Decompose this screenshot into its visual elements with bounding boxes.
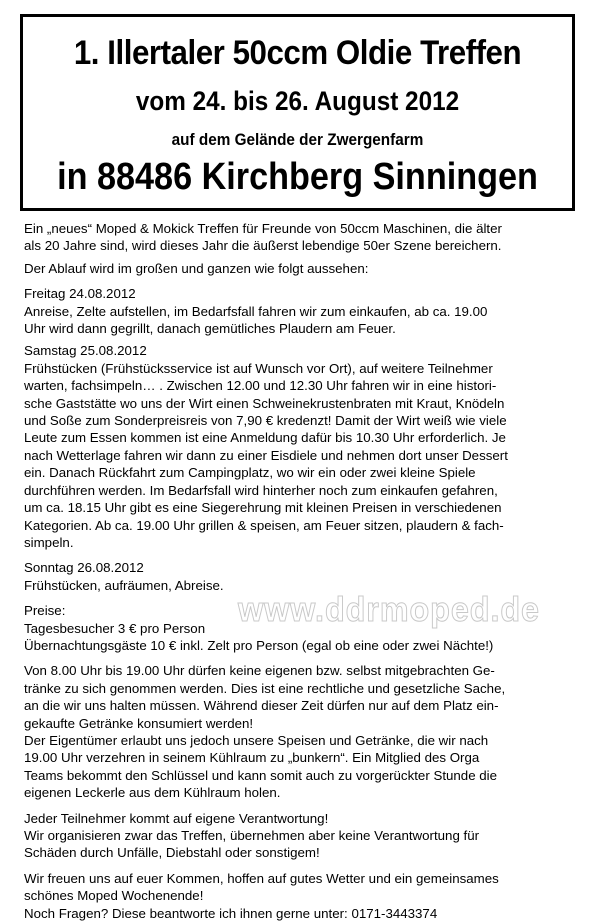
watermark: www.ddrmoped.de <box>238 591 540 629</box>
header-box <box>20 14 575 211</box>
drinks-line: 19.00 Uhr verzehren in seinem Kühlraum zu „bunkern“. Ein Mitglied des Orga <box>24 750 480 766</box>
friday-line: Anreise, Zelte aufstellen, im Bedarfsfall fahren wir zum einkaufen, ab ca. 19.00 <box>24 303 488 319</box>
saturday-line: Kategorien. Ab ca. 19.00 Uhr grillen & speisen, am Feuer sitzen, plaudern & fach- <box>24 517 504 533</box>
event-title: 1. Illertaler 50ccm Oldie Treffen <box>73 34 522 72</box>
drinks-line: tränke zu sich genommen werden. Dies ist eine rechtliche und gesetzliche Sache, <box>24 680 506 696</box>
saturday-line: nach Wetterlage fahren wir dann zu einer Eisdiele und nehmen dort unser Dessert <box>24 447 508 463</box>
saturday-line: Frühstücken (Frühstücksservice ist auf Wunsch vor Ort), auf weitere Teilnehmer <box>24 360 493 376</box>
price-line: Tagesbesucher 3 € pro Person <box>24 620 206 636</box>
sunday-line: Frühstücken, aufräumen, Abreise. <box>24 577 224 593</box>
sunday-heading: Sonntag 26.08.2012 <box>24 560 144 576</box>
closing-line: Wir freuen uns auf euer Kommen, hoffen auf gutes Wetter und ein gemeinsames <box>24 870 499 886</box>
friday-line: Uhr wird dann gegrillt, danach gemütliches Plaudern am Feuer. <box>24 321 396 337</box>
saturday-line: simpeln. <box>24 534 74 550</box>
saturday-line: durchführen werden. Im Bedarfsfall wird hinterher noch zum einkaufen gefahren, <box>24 482 498 498</box>
responsibility-line: Schäden durch Unfälle, Diebstahl oder sonstigem! <box>24 845 320 861</box>
saturday-heading: Samstag 25.08.2012 <box>24 343 147 359</box>
prices-heading: Preise: <box>24 603 66 619</box>
responsibility-line: Wir organisieren zwar das Treffen, übernehmen aber keine Verantwortung für <box>24 828 480 843</box>
drinks-line: eigenen Leckerle aus dem Kühlraum holen. <box>24 785 281 801</box>
price-line: Übernachtungsgäste 10 € inkl. Zelt pro Person (egal ob eine oder zwei Nächte!) <box>24 637 494 653</box>
intro-line: als 20 Jahre sind, wird dieses Jahr die äußerst lebendige 50er Szene bereichern. <box>24 238 502 254</box>
drinks-line: gekaufte Getränke konsumiert werden! <box>24 715 254 731</box>
contact-line: Noch Fragen? Diese beantworte ich ihnen gerne unter: 0171-3443374 <box>24 905 438 921</box>
drinks-line: Der Eigentümer erlaubt uns jedoch unsere Speisen und Getränke, die wir nach <box>24 732 489 748</box>
saturday-line: Leute zum Essen kommen ist eine Anmeldung dafür bis 10.30 Uhr erforderlich. Je <box>24 430 506 446</box>
flyer-body <box>24 220 584 922</box>
schedule-intro: Der Ablauf wird im großen und ganzen wie folgt aussehen: <box>24 260 369 276</box>
event-dates: vom 24. bis 26. August 2012 <box>135 86 460 116</box>
event-venue: auf dem Gelände der Zwergenfarm <box>171 130 424 149</box>
saturday-line: um ca. 18.15 Uhr gibt es eine Siegerehrung mit kleinen Preisen in verschiedenen <box>24 500 502 516</box>
closing-line: schönes Moped Wochenende! <box>24 888 204 904</box>
friday-heading: Freitag 24.08.2012 <box>24 286 136 302</box>
saturday-line: warten, fachsimpeln… . Zwischen 12.00 und 12.30 Uhr fahren wir in eine histori- <box>24 378 497 394</box>
drinks-line: Von 8.00 Uhr bis 19.00 Uhr dürfen keine eigenen bzw. selbst mitgebrachten Ge- <box>24 663 495 679</box>
responsibility-line: Jeder Teilnehmer kommt auf eigene Verantwortung! <box>24 810 329 826</box>
event-place: in 88486 Kirchberg Sinningen <box>57 156 538 198</box>
drinks-line: an die wir uns halten müssen. Während dieser Zeit dürfen nur auf dem Platz ein- <box>24 698 499 714</box>
intro-line: Ein „neues“ Moped & Mokick Treffen für Freunde von 50ccm Maschinen, die älter <box>24 221 502 236</box>
saturday-line: sche Gaststätte wo uns der Wirt einen Schweinekrustenbraten mit Kraut, Knödeln <box>24 395 505 411</box>
saturday-line: und Soße zum Sonderpreisreis von 7,90 € kredenzt! Damit der Wirt weiß wie viele <box>24 413 507 429</box>
saturday-line: ein. Danach Rückfahrt zum Campingplatz, wo wir ein oder zwei kleine Spiele <box>24 465 476 481</box>
drinks-line: Teams bekommt den Schlüssel und kann somit auch zu vorgerückter Stunde die <box>24 767 498 783</box>
